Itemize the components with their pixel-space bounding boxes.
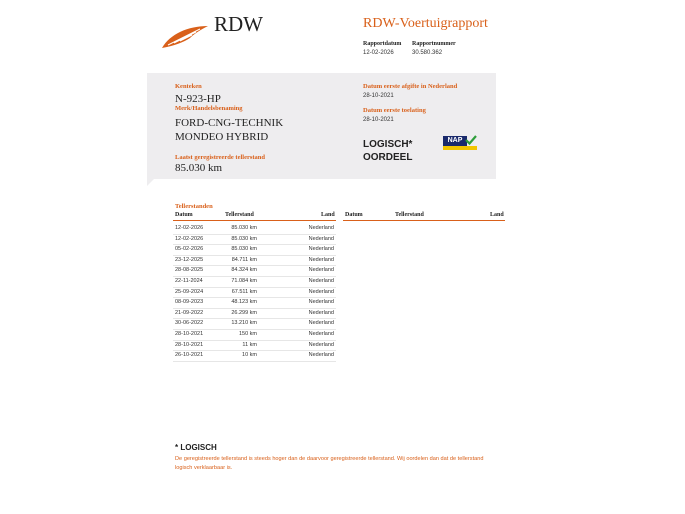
row-date: 26-10-2021 [175, 352, 204, 359]
row-tellerstand: 85.030 km [231, 225, 257, 231]
col-datum: Datum [175, 212, 193, 218]
row-date: 08-09-2023 [175, 299, 204, 306]
row-land: Nederland [308, 288, 334, 295]
row-land: Nederland [308, 225, 334, 231]
toelating-label: Datum eerste toelating [363, 107, 426, 114]
checkmark-icon [465, 134, 477, 146]
row-land: Nederland [308, 331, 334, 337]
footer-text: De geregistreerde tellerstand is steeds hoger dan de daarvoor geregistreerde tellerstand. Wij oordelen dan dat de tellerstand logisch verklaarbaar is. [175, 456, 484, 471]
verdict-line2: OORDEEL [363, 152, 413, 163]
nap-yellow-bar [443, 146, 477, 150]
row-land: Nederland [308, 299, 334, 306]
row-tellerstand: 84.711 km [231, 256, 257, 263]
col-tellerstand-right: Tellerstand [395, 212, 424, 218]
row-land: Nederland [308, 309, 334, 316]
row-tellerstand: 13.210 km [231, 320, 257, 327]
row-date: 30-06-2022 [175, 320, 204, 327]
row-tellerstand: 71.084 km [231, 278, 257, 284]
row-date: 21-09-2022 [175, 309, 204, 316]
col-datum-right: Datum [345, 212, 363, 218]
toelating-value: 28-10-2021 [363, 117, 394, 123]
row-tellerstand: 84.324 km [231, 267, 257, 274]
rapportnummer-label: Rapportnummer [412, 41, 456, 47]
table-header-rule-right [343, 220, 505, 221]
row-date: 12-02-2026 [175, 235, 204, 242]
row-land: Nederland [308, 267, 334, 274]
row-tellerstand: 85.030 km [231, 246, 257, 253]
tellerstand-value: 85.030 km [175, 162, 223, 174]
row-land: Nederland [308, 235, 334, 242]
row-land: Nederland [308, 246, 334, 253]
row-tellerstand: 150 km [238, 331, 257, 337]
row-tellerstand: 85.030 km [231, 235, 257, 242]
row-date: 05-02-2026 [175, 246, 204, 253]
row-date: 12-02-2026 [175, 225, 204, 231]
row-tellerstand: 26.299 km [231, 309, 257, 316]
merk-label: Merk/Handelsbenaming [175, 105, 243, 112]
rapportdatum-label: Rapportdatum [363, 41, 402, 47]
kenteken-label: Kenteken [175, 83, 202, 90]
row-land: Nederland [308, 341, 334, 348]
merk-line1: FORD-CNG-TECHNIK [175, 117, 284, 129]
panel-notch [147, 168, 165, 186]
row-date: 22-11-2024 [175, 278, 203, 284]
row-land: Nederland [308, 352, 334, 359]
row-land: Nederland [308, 256, 334, 263]
row-date: 28-10-2021 [175, 341, 204, 348]
merk-line2: MONDEO HYBRID [175, 131, 269, 143]
col-land-right: Land [490, 212, 504, 218]
row-tellerstand: 48.123 km [231, 299, 257, 306]
kenteken-value: N-923-HP [175, 93, 221, 105]
row-land: Nederland [308, 278, 334, 284]
row-date: 23-12-2025 [175, 256, 204, 263]
row-land: Nederland [308, 320, 334, 327]
nap-label: NAP [443, 136, 467, 146]
rapportdatum-value: 12-02-2026 [363, 50, 394, 56]
rdw-logo-icon [160, 24, 210, 50]
report-title: RDW-Voertuigrapport [363, 16, 488, 31]
tellerstanden-title: Tellerstanden [175, 203, 213, 210]
afgifte-nl-label: Datum eerste afgifte in Nederland [363, 83, 458, 90]
table-row [173, 350, 336, 362]
row-tellerstand: 67.511 km [231, 288, 257, 295]
table-header-rule [173, 220, 336, 221]
row-tellerstand: 11 km [242, 341, 257, 348]
tellerstand-label: Laatst geregistreerde tellerstand [175, 154, 266, 161]
rapportnummer-value: 30.580.362 [412, 50, 443, 56]
col-tellerstand: Tellerstand [225, 212, 254, 218]
afgifte-nl-value: 28-10-2021 [363, 93, 394, 99]
col-land: Land [321, 212, 335, 218]
logo-text: RDW [214, 12, 263, 36]
row-date: 28-08-2025 [175, 267, 204, 274]
row-date: 25-09-2024 [175, 288, 204, 295]
nap-badge-icon [443, 136, 477, 150]
row-tellerstand: 10 km [242, 352, 257, 359]
verdict-line1: LOGISCH* [363, 139, 413, 150]
footer-title: * LOGISCH [175, 443, 217, 452]
row-date: 28-10-2021 [175, 331, 204, 337]
